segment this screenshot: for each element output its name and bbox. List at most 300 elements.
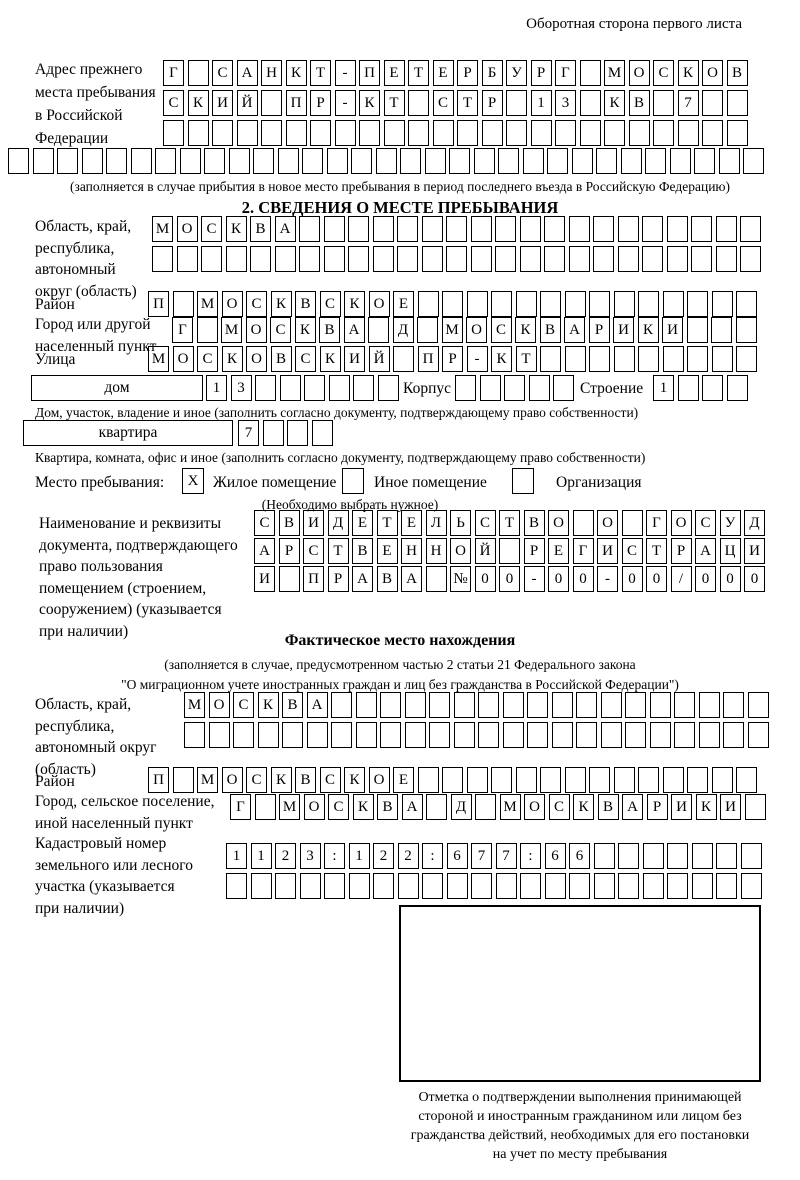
form-cell: [495, 246, 516, 272]
form-cell: [569, 873, 590, 899]
form-cell: 6: [545, 843, 566, 869]
form-cell: У: [720, 510, 741, 536]
form-cell: В: [295, 291, 316, 317]
form-cell: С: [233, 692, 254, 718]
form-cell: [716, 873, 737, 899]
form-cell: [569, 246, 590, 272]
form-cell: [131, 148, 152, 174]
fact-oblast-label: Область, край, республика, автономный округ (область): [35, 696, 157, 778]
form-cell: К: [226, 216, 247, 242]
form-cell: [614, 291, 635, 317]
form-cell: С: [163, 90, 184, 116]
form-cell: [197, 317, 218, 343]
oblast-row-1: [152, 216, 761, 242]
form-cell: [429, 722, 450, 748]
form-cell: 0: [573, 566, 594, 592]
form-cell: [304, 375, 325, 401]
form-cell: Р: [589, 317, 610, 343]
form-cell: Й: [369, 346, 390, 372]
form-cell: В: [352, 538, 373, 564]
form-cell: О: [548, 510, 569, 536]
form-cell: Р: [279, 538, 300, 564]
form-cell: К: [696, 794, 717, 820]
form-cell: В: [319, 317, 340, 343]
form-cell: [442, 767, 463, 793]
form-cell: [618, 216, 639, 242]
form-cell: Е: [393, 767, 414, 793]
form-cell: №: [450, 566, 471, 592]
form-cell: [604, 120, 625, 146]
form-cell: [540, 346, 561, 372]
form-cell: [229, 148, 250, 174]
form-cell: К: [491, 346, 512, 372]
form-cell: [278, 148, 299, 174]
form-cell: О: [524, 794, 545, 820]
form-cell: Н: [426, 538, 447, 564]
fact-oblast-row-2: [184, 722, 769, 748]
form-cell: -: [467, 346, 488, 372]
form-cell: Г: [163, 60, 184, 86]
form-cell: А: [622, 794, 643, 820]
form-cell: 0: [646, 566, 667, 592]
form-cell: [580, 120, 601, 146]
form-cell: Е: [548, 538, 569, 564]
fact-location-title: Фактическое место нахождения: [284, 632, 516, 649]
form-cell: 3: [555, 90, 576, 116]
residence-type-label: Место пребывания:: [35, 474, 165, 491]
form-cell: [405, 722, 426, 748]
document-label: Наименование и реквизиты документа, подтверждающего право пользования помещением (строением, сооружением) (указывается при наличии): [39, 515, 238, 640]
form-cell: [642, 246, 663, 272]
form-cell: В: [540, 317, 561, 343]
form-cell: [299, 246, 320, 272]
form-cell: Р: [671, 538, 692, 564]
form-cell: Г: [555, 60, 576, 86]
form-cell: [520, 873, 541, 899]
form-cell: [621, 148, 642, 174]
form-cell: Т: [499, 510, 520, 536]
form-cell: [368, 317, 389, 343]
form-cell: О: [209, 692, 230, 718]
form-cell: [674, 692, 695, 718]
form-cell: [629, 120, 650, 146]
form-cell: [516, 767, 537, 793]
form-cell: Е: [352, 510, 373, 536]
form-cell: [692, 873, 713, 899]
form-cell: О: [450, 538, 471, 564]
rayon-label: Район: [35, 296, 75, 313]
form-cell: [349, 873, 370, 899]
form-cell: С: [475, 510, 496, 536]
residence-checkbox-inoe: [342, 468, 364, 494]
form-cell: С: [653, 60, 674, 86]
form-cell: С: [201, 216, 222, 242]
document-row-1: [254, 510, 765, 536]
form-cell: Б: [482, 60, 503, 86]
form-cell: В: [295, 767, 316, 793]
form-cell: Т: [457, 90, 478, 116]
form-cell: [503, 722, 524, 748]
form-cell: [331, 692, 352, 718]
form-cell: В: [271, 346, 292, 372]
form-cell: [261, 120, 282, 146]
form-cell: И: [744, 538, 765, 564]
form-cell: [663, 346, 684, 372]
form-cell: [667, 873, 688, 899]
form-cell: [741, 873, 762, 899]
form-cell: 0: [720, 566, 741, 592]
form-cell: [275, 246, 296, 272]
kadastr-label: Кадастровый номер земельного или лесного участка (указывается при наличии): [35, 835, 193, 917]
form-cell: 1: [531, 90, 552, 116]
form-cell: О: [222, 291, 243, 317]
form-cell: [201, 246, 222, 272]
form-cell: [663, 291, 684, 317]
form-cell: [398, 873, 419, 899]
ulitsa-row: [148, 346, 757, 372]
form-cell: Р: [524, 538, 545, 564]
form-cell: [188, 60, 209, 86]
form-cell: Ц: [720, 538, 741, 564]
form-cell: В: [377, 794, 398, 820]
form-cell: [727, 375, 748, 401]
form-cell: [667, 216, 688, 242]
form-cell: [335, 120, 356, 146]
form-cell: [251, 873, 272, 899]
form-cell: [471, 246, 492, 272]
form-cell: И: [254, 566, 275, 592]
form-cell: В: [727, 60, 748, 86]
form-cell: [520, 216, 541, 242]
form-cell: С: [320, 291, 341, 317]
form-cell: А: [254, 538, 275, 564]
form-cell: О: [466, 317, 487, 343]
form-cell: [152, 246, 173, 272]
form-cell: [373, 246, 394, 272]
form-cell: 0: [499, 566, 520, 592]
form-cell: [552, 692, 573, 718]
form-cell: 0: [548, 566, 569, 592]
form-cell: С: [254, 510, 275, 536]
form-cell: К: [638, 317, 659, 343]
form-cell: [496, 873, 517, 899]
form-cell: [638, 346, 659, 372]
form-cell: [691, 216, 712, 242]
stroenie-cells: [653, 375, 748, 401]
form-cell: Е: [384, 60, 405, 86]
form-cell: [359, 120, 380, 146]
form-cell: М: [184, 692, 205, 718]
form-cell: [471, 873, 492, 899]
form-cell: [425, 148, 446, 174]
form-cell: В: [250, 216, 271, 242]
form-cell: [594, 843, 615, 869]
form-cell: [736, 317, 757, 343]
form-cell: О: [597, 510, 618, 536]
form-cell: [327, 148, 348, 174]
form-cell: [580, 60, 601, 86]
form-cell: П: [286, 90, 307, 116]
form-cell: [694, 148, 715, 174]
form-cell: [523, 148, 544, 174]
form-cell: [711, 317, 732, 343]
form-cell: П: [418, 346, 439, 372]
kvartira-widebox: квартира: [23, 420, 233, 446]
form-cell: [529, 375, 550, 401]
form-cell: [455, 375, 476, 401]
form-cell: [454, 722, 475, 748]
form-cell: [282, 722, 303, 748]
form-cell: [331, 722, 352, 748]
form-cell: [593, 216, 614, 242]
form-cell: [324, 246, 345, 272]
form-cell: [417, 317, 438, 343]
form-cell: М: [500, 794, 521, 820]
form-cell: Г: [172, 317, 193, 343]
form-cell: Т: [377, 510, 398, 536]
form-cell: В: [524, 510, 545, 536]
form-cell: [353, 375, 374, 401]
form-cell: [474, 148, 495, 174]
form-cell: [263, 420, 284, 446]
form-cell: Г: [646, 510, 667, 536]
residence-option-organizatsiya: Организация: [556, 474, 642, 491]
form-cell: [736, 767, 757, 793]
form-cell: [226, 873, 247, 899]
form-cell: [712, 291, 733, 317]
form-cell: [594, 873, 615, 899]
form-cell: [480, 375, 501, 401]
form-cell: Р: [328, 566, 349, 592]
form-cell: П: [359, 60, 380, 86]
form-cell: [302, 148, 323, 174]
form-cell: [498, 148, 519, 174]
form-cell: [173, 291, 194, 317]
form-cell: [743, 148, 764, 174]
form-cell: С: [303, 538, 324, 564]
form-cell: [373, 873, 394, 899]
form-cell: О: [702, 60, 723, 86]
form-cell: К: [353, 794, 374, 820]
form-cell: [250, 246, 271, 272]
korpus-cells: [455, 375, 574, 401]
form-cell: С: [197, 346, 218, 372]
form-cell: [233, 722, 254, 748]
form-cell: [553, 375, 574, 401]
form-cell: О: [246, 346, 267, 372]
oblast-row-2: [152, 246, 761, 272]
form-cell: М: [152, 216, 173, 242]
form-cell: [699, 692, 720, 718]
form-cell: М: [197, 767, 218, 793]
form-cell: [275, 873, 296, 899]
form-cell: О: [671, 510, 692, 536]
form-cell: [719, 148, 740, 174]
form-cell: Р: [531, 60, 552, 86]
form-cell: [625, 692, 646, 718]
form-cell: К: [222, 346, 243, 372]
form-cell: [727, 120, 748, 146]
form-cell: [699, 722, 720, 748]
form-cell: С: [491, 317, 512, 343]
form-cell: К: [359, 90, 380, 116]
form-cell: С: [328, 794, 349, 820]
form-cell: [573, 510, 594, 536]
form-cell: [569, 216, 590, 242]
form-cell: [687, 317, 708, 343]
form-cell: В: [629, 90, 650, 116]
form-cell: [324, 873, 345, 899]
form-cell: [736, 291, 757, 317]
fact-location-note-1: (заполняется в случае, предусмотренном частью 2 статьи 21 Федерального закона: [164, 657, 636, 672]
form-cell: О: [222, 767, 243, 793]
prev-address-label: Адрес прежнего места пребывания в Российской Федерации: [35, 61, 156, 147]
form-cell: Г: [573, 538, 594, 564]
residence-choose-note: (Необходимо выбрать нужное): [261, 497, 439, 512]
form-cell: [638, 291, 659, 317]
form-cell: А: [237, 60, 258, 86]
fact-location-note-2: "О миграционном учете иностранных граждан и лиц без гражданства в Российской Федерации"): [121, 677, 679, 692]
form-cell: К: [271, 291, 292, 317]
form-cell: [702, 90, 723, 116]
form-cell: С: [433, 90, 454, 116]
form-cell: [741, 843, 762, 869]
form-cell: Р: [457, 60, 478, 86]
form-cell: [188, 120, 209, 146]
form-cell: -: [597, 566, 618, 592]
form-cell: 7: [496, 843, 517, 869]
form-cell: [397, 246, 418, 272]
form-cell: :: [520, 843, 541, 869]
form-cell: [589, 346, 610, 372]
form-cell: А: [695, 538, 716, 564]
form-cell: И: [671, 794, 692, 820]
form-cell: [397, 216, 418, 242]
form-cell: А: [402, 794, 423, 820]
form-cell: [351, 148, 372, 174]
form-cell: [499, 538, 520, 564]
form-cell: С: [270, 317, 291, 343]
form-cell: 0: [475, 566, 496, 592]
form-cell: [614, 346, 635, 372]
form-cell: Д: [451, 794, 472, 820]
form-cell: [702, 120, 723, 146]
form-cell: [8, 148, 29, 174]
form-cell: [356, 722, 377, 748]
form-cell: [547, 148, 568, 174]
form-cell: [310, 120, 331, 146]
dom-cells: [206, 375, 399, 401]
form-cell: 1: [226, 843, 247, 869]
form-cell: [287, 420, 308, 446]
form-cell: К: [344, 767, 365, 793]
form-cell: [426, 566, 447, 592]
stroenie-label: Строение: [580, 380, 644, 397]
form-cell: [540, 767, 561, 793]
form-cell: 0: [622, 566, 643, 592]
form-cell: А: [275, 216, 296, 242]
form-cell: С: [622, 538, 643, 564]
form-cell: [527, 692, 548, 718]
form-cell: С: [295, 346, 316, 372]
dom-footnote: Дом, участок, владение и иное (заполнить согласно документу, подтверждающему право собственности): [35, 405, 639, 420]
form-cell: [155, 148, 176, 174]
form-cell: [422, 246, 443, 272]
form-cell: [601, 722, 622, 748]
form-cell: [580, 90, 601, 116]
form-cell: [618, 246, 639, 272]
form-cell: К: [515, 317, 536, 343]
form-cell: [572, 148, 593, 174]
form-cell: [177, 246, 198, 272]
form-cell: [209, 722, 230, 748]
form-cell: М: [221, 317, 242, 343]
form-cell: И: [212, 90, 233, 116]
form-cell: [33, 148, 54, 174]
form-cell: [312, 420, 333, 446]
form-cell: /: [671, 566, 692, 592]
form-cell: [447, 873, 468, 899]
form-cell: [687, 291, 708, 317]
form-cell: 1: [206, 375, 227, 401]
form-cell: [712, 346, 733, 372]
form-cell: [565, 291, 586, 317]
form-cell: [576, 692, 597, 718]
form-cell: [380, 722, 401, 748]
form-cell: [702, 375, 723, 401]
form-cell: Т: [646, 538, 667, 564]
form-cell: К: [295, 317, 316, 343]
form-cell: Е: [433, 60, 454, 86]
form-cell: [408, 90, 429, 116]
gorod-label: Город или другой населенный пункт: [35, 316, 157, 355]
form-cell: Д: [393, 317, 414, 343]
form-cell: 1: [653, 375, 674, 401]
form-cell: [691, 246, 712, 272]
form-cell: [405, 692, 426, 718]
form-cell: 2: [373, 843, 394, 869]
form-cell: [520, 246, 541, 272]
form-cell: П: [148, 767, 169, 793]
rayon-row: [148, 291, 757, 317]
form-cell: [422, 873, 443, 899]
form-cell: [478, 692, 499, 718]
form-cell: А: [307, 692, 328, 718]
fact-gorod-row: [230, 794, 766, 820]
form-cell: [324, 216, 345, 242]
form-cell: [280, 375, 301, 401]
form-cell: 7: [238, 420, 259, 446]
form-cell: [552, 722, 573, 748]
form-cell: В: [279, 510, 300, 536]
form-cell: Р: [310, 90, 331, 116]
form-cell: Д: [744, 510, 765, 536]
form-cell: [433, 120, 454, 146]
form-cell: [625, 722, 646, 748]
fact-oblast-row-1: [184, 692, 769, 718]
form-cell: 3: [300, 843, 321, 869]
form-cell: [527, 722, 548, 748]
form-cell: [596, 148, 617, 174]
form-cell: [589, 291, 610, 317]
form-cell: [106, 148, 127, 174]
form-cell: К: [320, 346, 341, 372]
form-cell: О: [629, 60, 650, 86]
form-cell: [429, 692, 450, 718]
form-cell: [258, 722, 279, 748]
form-cell: [400, 148, 421, 174]
form-cell: Т: [516, 346, 537, 372]
